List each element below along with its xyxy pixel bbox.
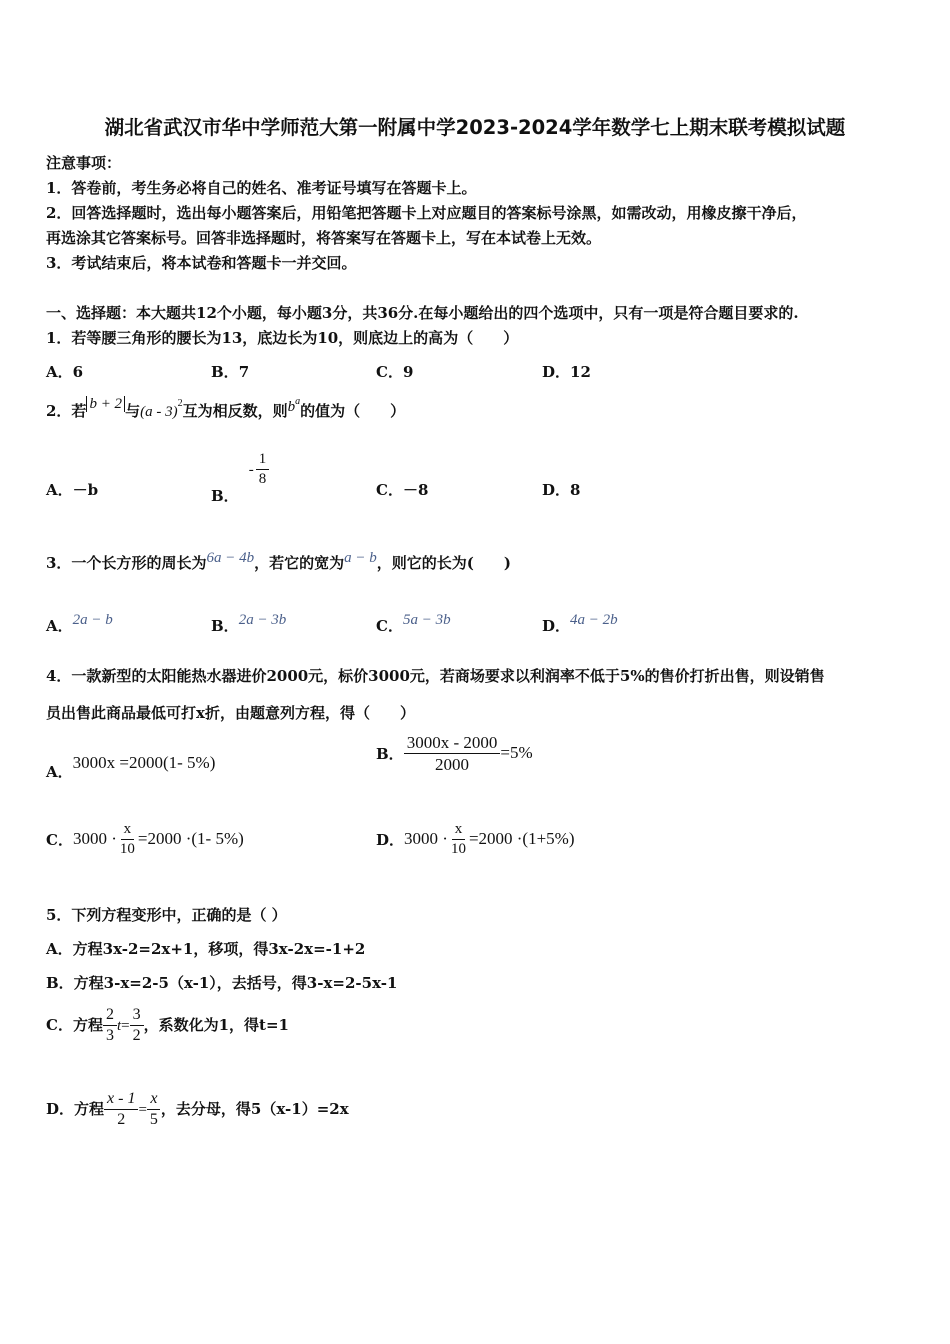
question-5-option-b: B．方程3-x=2-5（x-1），去括号，得3-x=2-5x-1 <box>46 974 398 992</box>
question-1-option-b: B．7 <box>211 363 250 381</box>
section-heading: 一、选择题：本大题共12个小题，每小题3分，共36分.在每小题给出的四个选项中，只有一项是符合题目要求的. <box>46 304 799 322</box>
question-5-stem: 5．下列方程变形中，正确的是（ ） <box>46 906 287 924</box>
fraction-one-eighth: $\frac{1}{8}$ <box>256 452 270 488</box>
question-4-option-a: A．3000x =2000(1- 5%) <box>46 753 216 781</box>
question-4-line-2: 员出售此商品最低可打x折，由题意列方程，得（ ） <box>46 704 415 722</box>
question-5-option-a: A．方程3x-2=2x+1，移项，得3x-2x=-1+2 <box>46 940 366 958</box>
question-3-option-c: C．5a − 3b <box>376 612 451 635</box>
perimeter-expression: 6a − 4b <box>206 550 255 566</box>
question-1-stem: 1．若等腰三角形的腰长为13，底边长为10，则底边上的高为（ ） <box>46 329 519 347</box>
question-4-option-c: C．3000 · $\frac{x}{10}$ =2000 ·(1- 5%) <box>46 821 244 857</box>
fraction-x-over-10: $\frac{x}{10}$ <box>119 821 135 857</box>
fraction-x-over-5: $\frac{x}{5}$ <box>147 1091 161 1129</box>
notice-item-3: 3．考试结束后，将本试卷和答题卡一并交回。 <box>46 254 357 272</box>
abs-expression: b + 2 <box>86 396 125 412</box>
question-3-option-a: A．2a − b <box>46 612 113 635</box>
notice-item-1: 1．答卷前，考生务必将自己的姓名、准考证号填写在答题卡上。 <box>46 179 477 197</box>
width-expression: a − b <box>344 550 377 566</box>
question-2-option-b: B．- $\frac{1}{8}$ <box>211 452 269 488</box>
fraction-profit: $\frac{3000x - 2000}{2000}$ <box>404 734 501 774</box>
notice-item-2a: 2．回答选择题时，选出每小题答案后，用铅笔把答题卡上对应题目的答案标号涂黑，如需改动，用橡皮擦干净后， <box>46 204 807 222</box>
fraction-x-minus-1-over-2: $\frac{x - 1}{2}$ <box>104 1091 138 1129</box>
fraction-two-thirds: $\frac{2}{3}$ <box>103 1007 117 1045</box>
notice-heading: 注意事项： <box>46 154 122 172</box>
question-3-option-b: B．2a − 3b <box>211 612 287 635</box>
power-base: b <box>287 399 296 415</box>
question-4-line-1: 4．一款新型的太阳能热水器进价2000元，标价3000元，若商场要求以利润率不低于5%的售价打折出售，则设销售 <box>46 667 825 685</box>
notice-item-2b: 再选涂其它答案标号。回答非选择题时，将答案写在答题卡上，写在本试卷上无效。 <box>46 229 602 247</box>
question-2-option-c: C．－8 <box>376 481 429 499</box>
question-3-stem: 3．一个长方形的周长为6a − 4b，若它的宽为a − b，则它的长为( ) <box>46 550 511 572</box>
question-2-option-a: A．－b <box>46 481 99 499</box>
question-3-option-d: D．4a − 2b <box>542 612 618 635</box>
question-2-stem: 2．若 b + 2 与(a - 3)$^2$互为相反数，则$b^a$的值为（ ） <box>46 396 406 420</box>
question-1-option-a: A．6 <box>46 363 84 381</box>
question-5-option-d: D．方程 $\frac{x - 1}{2}$ = $\frac{x}{5}$ ，去分母，得5（x-1）=2x <box>46 1090 349 1128</box>
page-title: 湖北省武汉市华中学师范大第一附属中学2023-2024学年数学七上期末联考模拟试题 <box>104 116 846 139</box>
fraction-three-halves: $\frac{3}{2}$ <box>130 1007 144 1045</box>
question-1-option-c: C．9 <box>376 363 414 381</box>
fraction-x-over-10: $\frac{x}{10}$ <box>450 821 466 857</box>
square-base: (a - 3) <box>140 404 178 420</box>
question-5-option-c: C．方程 $\frac{2}{3}$ t= $\frac{3}{2}$ ，系数化为1，得t=1 <box>46 1006 289 1044</box>
question-4-option-d: D．3000 · $\frac{x}{10}$ =2000 ·(1+5%) <box>376 821 575 857</box>
question-1-option-d: D．12 <box>542 363 591 381</box>
question-2-option-d: D．8 <box>542 481 581 499</box>
question-4-option-b: B． $\frac{3000x - 2000}{2000}$ =5% <box>376 733 533 774</box>
